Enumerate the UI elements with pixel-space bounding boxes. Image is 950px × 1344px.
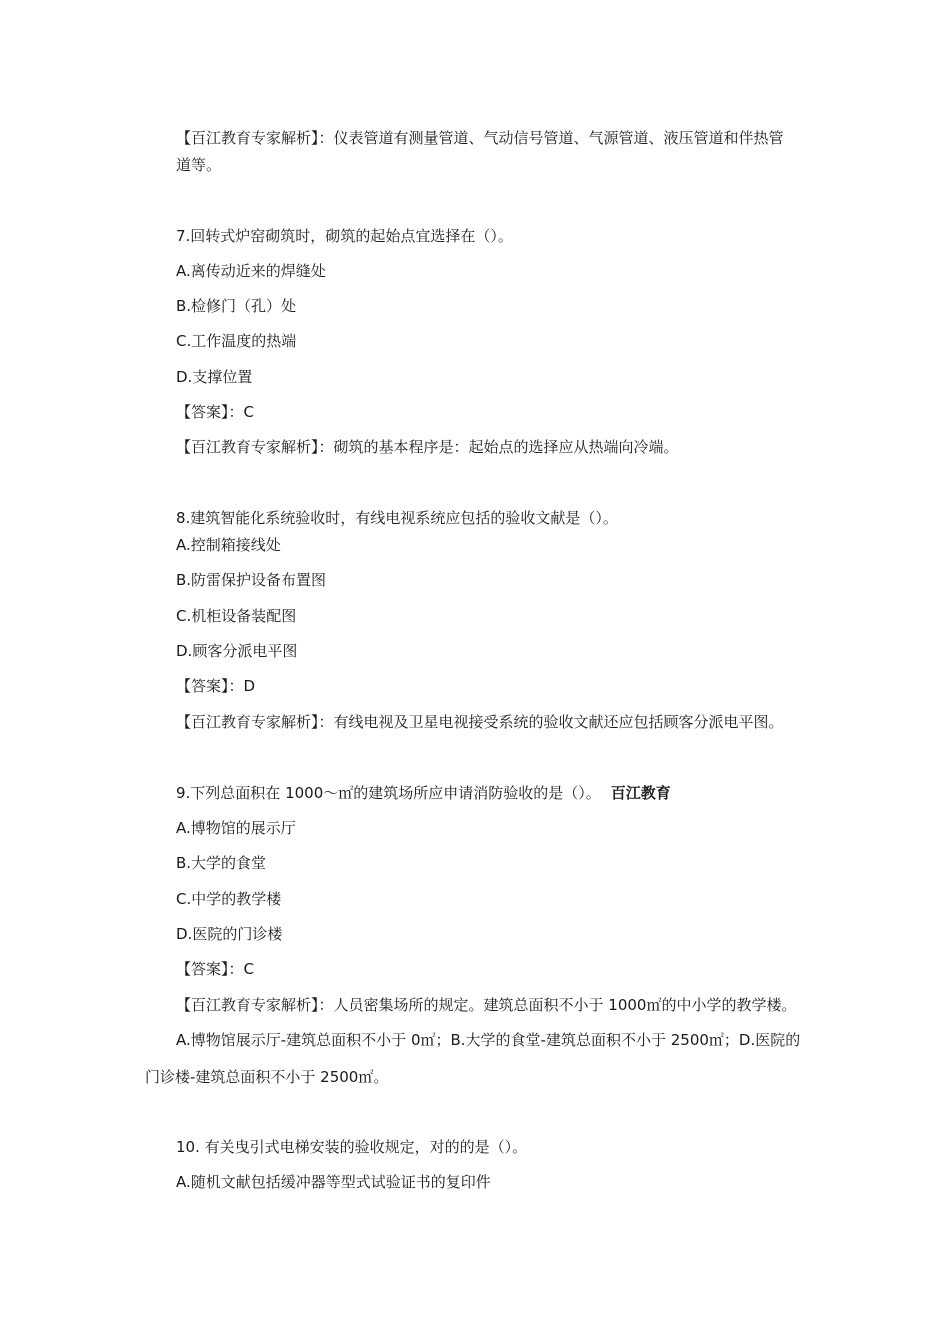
q8-option-d: D.顾客分派电平图 (176, 642, 298, 660)
q9-question: 9.下列总面积在 1000～㎡的建筑场所应申请消防验收的是（）。 (176, 784, 601, 802)
q9-answer: 【答案】：C (176, 960, 254, 978)
q9-option-b: B.大学的食堂 (176, 854, 267, 872)
watermark-text: 百江教育 (610, 784, 671, 802)
q8-option-a: A.控制箱接线处 (176, 536, 281, 554)
q9-analysis-line1: 【百江教育专家解析】：人员密集场所的规定。建筑总面积不小于 1000㎡的中小学的教学楼。 (176, 996, 797, 1014)
q9-analysis-line2: A.博物馆展示厅-建筑总面积不小于 0㎡；B.大学的食堂-建筑总面积不小于 2500㎡；D.医院的 (176, 1031, 801, 1049)
q7-option-a: A.离传动近来的焊缝处 (176, 262, 326, 280)
q8-answer: 【答案】：D (176, 677, 256, 695)
q7-answer: 【答案】：C (176, 403, 254, 421)
q9-option-d: D.医院的门诊楼 (176, 925, 283, 943)
q8-analysis: 【百江教育专家解析】：有线电视及卫星电视接受系统的验收文献还应包括顾客分派电平图。 (176, 713, 784, 731)
q6-analysis-line1: 【百江教育专家解析】：仪表管道有测量管道、气动信号管道、气源管道、液压管道和伴热管 (176, 129, 784, 147)
q9-analysis-line3: 门诊楼-建筑总面积不小于 2500㎡。 (145, 1068, 389, 1086)
q8-option-b: B.防雷保护设备布置图 (176, 571, 327, 589)
q7-analysis: 【百江教育专家解析】：砌筑的基本程序是：起始点的选择应从热端向冷端。 (176, 438, 679, 456)
q8-option-c: C.机柜设备装配图 (176, 607, 297, 625)
q10-option-a: A.随机文献包括缓冲器等型式试验证书的复印件 (176, 1173, 491, 1191)
q6-analysis-line2: 道等。 (176, 156, 222, 174)
q8-question: 8.建筑智能化系统验收时，有线电视系统应包括的验收文献是（）。 (176, 509, 618, 527)
q10-question: 10. 有关曳引式电梯安装的验收规定，对的的是（）。 (176, 1138, 528, 1156)
q7-option-b: B.检修门（孔）处 (176, 297, 297, 315)
q7-question: 7.回转式炉窑砌筑时，砌筑的起始点宜选择在（）。 (176, 227, 513, 245)
q9-option-a: A.博物馆的展示厅 (176, 819, 296, 837)
q9-question-line (176, 782, 671, 804)
q7-option-d: D.支撑位置 (176, 368, 253, 386)
q9-option-c: C.中学的教学楼 (176, 890, 282, 908)
q7-option-c: C.工作温度的热端 (176, 332, 297, 350)
